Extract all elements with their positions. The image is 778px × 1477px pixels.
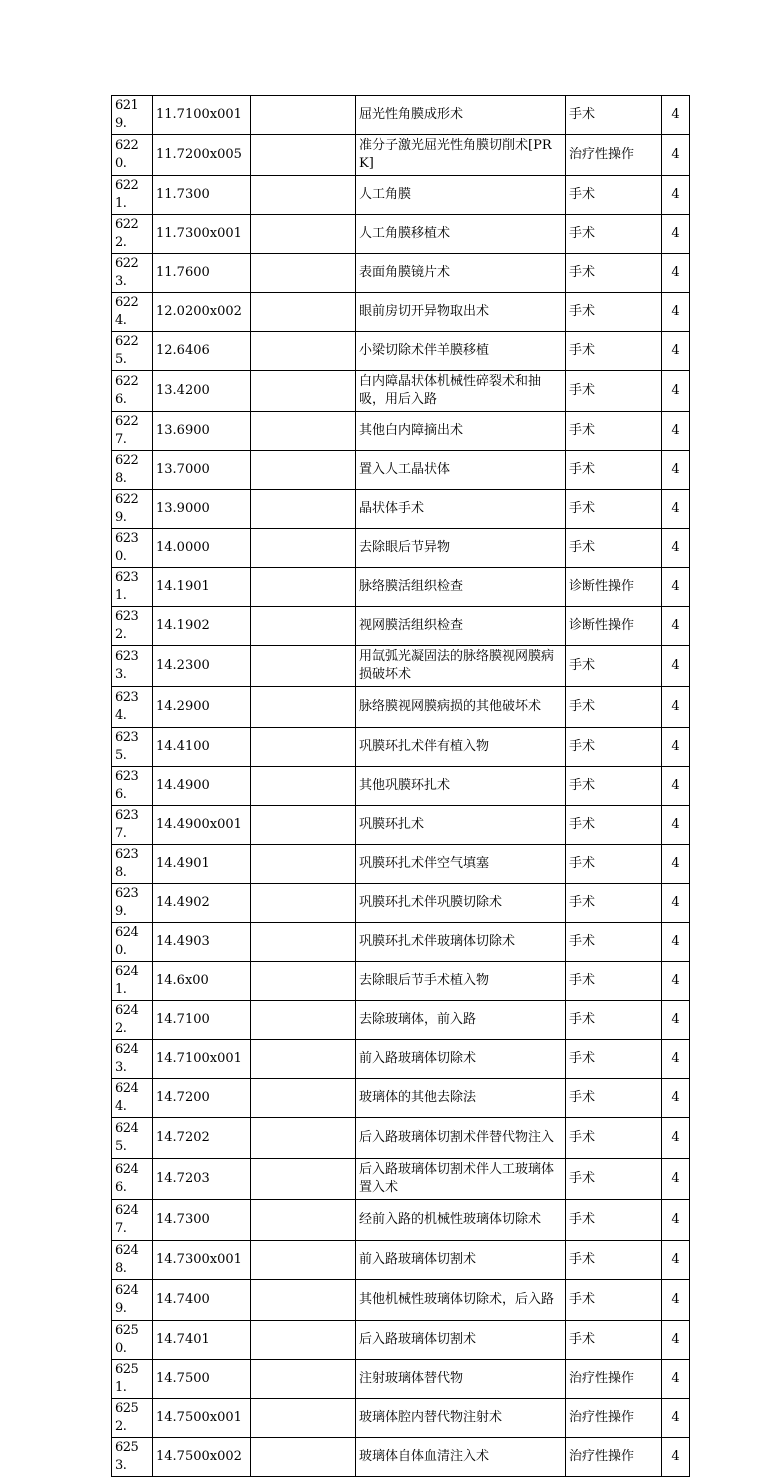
extra-code bbox=[251, 1159, 356, 1200]
procedure-type: 手术 bbox=[566, 1159, 662, 1200]
procedure-type: 手术 bbox=[566, 490, 662, 529]
row-number: 6246. bbox=[112, 1159, 153, 1200]
procedure-type: 手术 bbox=[566, 529, 662, 568]
row-number: 6221. bbox=[112, 176, 153, 215]
row-number: 6224. bbox=[112, 293, 153, 332]
procedure-type: 手术 bbox=[566, 1001, 662, 1040]
procedure-name: 玻璃体腔内替代物注射术 bbox=[356, 1399, 566, 1438]
row-number: 6238. bbox=[112, 845, 153, 884]
procedure-name: 人工角膜 bbox=[356, 176, 566, 215]
extra-code bbox=[251, 923, 356, 962]
procedure-type: 手术 bbox=[566, 176, 662, 215]
procedure-type: 手术 bbox=[566, 1040, 662, 1079]
procedure-name: 视网膜活组织检查 bbox=[356, 607, 566, 646]
procedure-code: 14.7100 bbox=[153, 1001, 251, 1040]
procedure-name: 白内障晶状体机械性碎裂术和抽吸，用后入路 bbox=[356, 371, 566, 412]
procedure-code: 14.4901 bbox=[153, 845, 251, 884]
procedure-type: 手术 bbox=[566, 1118, 662, 1159]
procedure-name: 前入路玻璃体切除术 bbox=[356, 1040, 566, 1079]
procedure-level: 4 bbox=[662, 767, 690, 806]
procedure-code: 13.4200 bbox=[153, 371, 251, 412]
procedure-name: 巩膜环扎术伴巩膜切除术 bbox=[356, 884, 566, 923]
row-number: 6236. bbox=[112, 767, 153, 806]
procedure-name: 后入路玻璃体切割术伴人工玻璃体置入术 bbox=[356, 1159, 566, 1200]
procedure-type: 手术 bbox=[566, 1321, 662, 1360]
procedure-type: 手术 bbox=[566, 1241, 662, 1280]
extra-code bbox=[251, 687, 356, 728]
procedure-level: 4 bbox=[662, 1280, 690, 1321]
extra-code bbox=[251, 254, 356, 293]
table-row bbox=[112, 1438, 690, 1477]
row-number: 6226. bbox=[112, 371, 153, 412]
procedure-level: 4 bbox=[662, 135, 690, 176]
procedure-code: 14.1902 bbox=[153, 607, 251, 646]
table-row bbox=[112, 371, 690, 412]
row-number: 6232. bbox=[112, 607, 153, 646]
procedure-name: 其他白内障摘出术 bbox=[356, 412, 566, 451]
extra-code bbox=[251, 135, 356, 176]
row-number: 6234. bbox=[112, 687, 153, 728]
procedure-name: 人工角膜移植术 bbox=[356, 215, 566, 254]
procedure-code: 11.7300 bbox=[153, 176, 251, 215]
table-row bbox=[112, 529, 690, 568]
procedure-level: 4 bbox=[662, 176, 690, 215]
procedure-level: 4 bbox=[662, 1001, 690, 1040]
table-row bbox=[112, 884, 690, 923]
procedure-type: 治疗性操作 bbox=[566, 1399, 662, 1438]
procedure-level: 4 bbox=[662, 568, 690, 607]
extra-code bbox=[251, 1040, 356, 1079]
table-row bbox=[112, 568, 690, 607]
procedure-type: 手术 bbox=[566, 293, 662, 332]
procedure-type: 手术 bbox=[566, 845, 662, 884]
extra-code bbox=[251, 490, 356, 529]
extra-code bbox=[251, 215, 356, 254]
row-number: 6248. bbox=[112, 1241, 153, 1280]
procedure-code: 14.7300x001 bbox=[153, 1241, 251, 1280]
extra-code bbox=[251, 371, 356, 412]
procedure-code: 13.9000 bbox=[153, 490, 251, 529]
procedure-code: 14.2300 bbox=[153, 646, 251, 687]
procedure-type: 手术 bbox=[566, 1200, 662, 1241]
procedure-type: 手术 bbox=[566, 646, 662, 687]
extra-code bbox=[251, 451, 356, 490]
procedure-name: 置入人工晶状体 bbox=[356, 451, 566, 490]
extra-code bbox=[251, 1200, 356, 1241]
procedure-level: 4 bbox=[662, 962, 690, 1001]
extra-code bbox=[251, 529, 356, 568]
procedure-level: 4 bbox=[662, 332, 690, 371]
procedure-code: 14.6x00 bbox=[153, 962, 251, 1001]
table-row bbox=[112, 845, 690, 884]
procedure-level: 4 bbox=[662, 490, 690, 529]
procedure-code: 14.4900 bbox=[153, 767, 251, 806]
extra-code bbox=[251, 332, 356, 371]
row-number: 6243. bbox=[112, 1040, 153, 1079]
procedure-level: 4 bbox=[662, 451, 690, 490]
extra-code bbox=[251, 1399, 356, 1438]
procedure-type: 诊断性操作 bbox=[566, 607, 662, 646]
procedure-name: 前入路玻璃体切割术 bbox=[356, 1241, 566, 1280]
procedure-type: 手术 bbox=[566, 1280, 662, 1321]
procedure-name: 去除眼后节异物 bbox=[356, 529, 566, 568]
procedure-name: 玻璃体的其他去除法 bbox=[356, 1079, 566, 1118]
table-row bbox=[112, 1118, 690, 1159]
procedure-level: 4 bbox=[662, 728, 690, 767]
procedure-type: 手术 bbox=[566, 412, 662, 451]
procedure-level: 4 bbox=[662, 1159, 690, 1200]
procedure-code: 14.4903 bbox=[153, 923, 251, 962]
procedure-code: 11.7300x001 bbox=[153, 215, 251, 254]
row-number: 6252. bbox=[112, 1399, 153, 1438]
extra-code bbox=[251, 1001, 356, 1040]
procedure-name: 去除眼后节手术植入物 bbox=[356, 962, 566, 1001]
table-row bbox=[112, 1280, 690, 1321]
procedure-name: 去除玻璃体，前入路 bbox=[356, 1001, 566, 1040]
table-row bbox=[112, 215, 690, 254]
procedure-level: 4 bbox=[662, 646, 690, 687]
procedure-name: 其他巩膜环扎术 bbox=[356, 767, 566, 806]
table-row bbox=[112, 451, 690, 490]
procedure-type: 手术 bbox=[566, 1079, 662, 1118]
extra-code bbox=[251, 728, 356, 767]
row-number: 6220. bbox=[112, 135, 153, 176]
procedure-code: 13.7000 bbox=[153, 451, 251, 490]
procedure-code: 14.7400 bbox=[153, 1280, 251, 1321]
table-row bbox=[112, 176, 690, 215]
procedure-code: 14.7500x001 bbox=[153, 1399, 251, 1438]
table-row bbox=[112, 412, 690, 451]
table-row bbox=[112, 293, 690, 332]
procedure-type: 手术 bbox=[566, 806, 662, 845]
extra-code bbox=[251, 646, 356, 687]
row-number: 6244. bbox=[112, 1079, 153, 1118]
procedure-name: 巩膜环扎术伴空气填塞 bbox=[356, 845, 566, 884]
procedure-level: 4 bbox=[662, 1241, 690, 1280]
extra-code bbox=[251, 767, 356, 806]
procedure-name: 晶状体手术 bbox=[356, 490, 566, 529]
procedure-type: 手术 bbox=[566, 728, 662, 767]
procedure-name: 其他机械性玻璃体切除术，后入路 bbox=[356, 1280, 566, 1321]
procedure-name: 表面角膜镜片术 bbox=[356, 254, 566, 293]
table-row bbox=[112, 728, 690, 767]
procedure-level: 4 bbox=[662, 1040, 690, 1079]
extra-code bbox=[251, 293, 356, 332]
row-number: 6229. bbox=[112, 490, 153, 529]
row-number: 6227. bbox=[112, 412, 153, 451]
procedure-code: 14.7300 bbox=[153, 1200, 251, 1241]
table-row bbox=[112, 1001, 690, 1040]
procedure-name: 屈光性角膜成形术 bbox=[356, 96, 566, 135]
table-row bbox=[112, 767, 690, 806]
table-row bbox=[112, 332, 690, 371]
procedure-level: 4 bbox=[662, 1200, 690, 1241]
procedure-type: 手术 bbox=[566, 215, 662, 254]
procedure-type: 治疗性操作 bbox=[566, 1360, 662, 1399]
procedure-level: 4 bbox=[662, 96, 690, 135]
procedure-name: 小梁切除术伴羊膜移植 bbox=[356, 332, 566, 371]
procedure-type: 手术 bbox=[566, 96, 662, 135]
row-number: 6240. bbox=[112, 923, 153, 962]
procedure-type: 治疗性操作 bbox=[566, 135, 662, 176]
extra-code bbox=[251, 96, 356, 135]
procedure-level: 4 bbox=[662, 1079, 690, 1118]
procedure-name: 巩膜环扎术伴有植入物 bbox=[356, 728, 566, 767]
procedure-code: 14.7203 bbox=[153, 1159, 251, 1200]
extra-code bbox=[251, 1321, 356, 1360]
procedure-level: 4 bbox=[662, 687, 690, 728]
procedure-code: 14.0000 bbox=[153, 529, 251, 568]
procedure-level: 4 bbox=[662, 1118, 690, 1159]
procedure-type: 手术 bbox=[566, 687, 662, 728]
procedure-level: 4 bbox=[662, 1360, 690, 1399]
procedure-type: 手术 bbox=[566, 254, 662, 293]
procedure-type: 手术 bbox=[566, 884, 662, 923]
procedure-type: 手术 bbox=[566, 962, 662, 1001]
procedure-type: 治疗性操作 bbox=[566, 1438, 662, 1477]
table-row bbox=[112, 1200, 690, 1241]
procedure-type: 手术 bbox=[566, 923, 662, 962]
procedure-name: 脉络膜视网膜病损的其他破坏术 bbox=[356, 687, 566, 728]
row-number: 6228. bbox=[112, 451, 153, 490]
procedure-code: 12.0200x002 bbox=[153, 293, 251, 332]
row-number: 6230. bbox=[112, 529, 153, 568]
row-number: 6241. bbox=[112, 962, 153, 1001]
procedure-name: 用氙弧光凝固法的脉络膜视网膜病损破坏术 bbox=[356, 646, 566, 687]
procedure-type: 手术 bbox=[566, 767, 662, 806]
table-row bbox=[112, 646, 690, 687]
procedure-name: 经前入路的机械性玻璃体切除术 bbox=[356, 1200, 566, 1241]
procedure-code: 14.7500 bbox=[153, 1360, 251, 1399]
extra-code bbox=[251, 568, 356, 607]
procedure-level: 4 bbox=[662, 607, 690, 646]
row-number: 6239. bbox=[112, 884, 153, 923]
procedure-code: 14.7202 bbox=[153, 1118, 251, 1159]
procedure-code: 14.1901 bbox=[153, 568, 251, 607]
procedure-code: 11.7100x001 bbox=[153, 96, 251, 135]
procedure-type: 诊断性操作 bbox=[566, 568, 662, 607]
row-number: 6219. bbox=[112, 96, 153, 135]
procedure-level: 4 bbox=[662, 845, 690, 884]
row-number: 6245. bbox=[112, 1118, 153, 1159]
row-number: 6251. bbox=[112, 1360, 153, 1399]
procedure-level: 4 bbox=[662, 215, 690, 254]
procedure-name: 注射玻璃体替代物 bbox=[356, 1360, 566, 1399]
procedure-type: 手术 bbox=[566, 371, 662, 412]
procedure-code: 14.4900x001 bbox=[153, 806, 251, 845]
procedure-level: 4 bbox=[662, 529, 690, 568]
extra-code bbox=[251, 1280, 356, 1321]
row-number: 6250. bbox=[112, 1321, 153, 1360]
table-row bbox=[112, 1321, 690, 1360]
table-row bbox=[112, 96, 690, 135]
procedure-level: 4 bbox=[662, 1438, 690, 1477]
row-number: 6235. bbox=[112, 728, 153, 767]
procedure-table bbox=[111, 95, 690, 1477]
extra-code bbox=[251, 884, 356, 923]
procedure-level: 4 bbox=[662, 1321, 690, 1360]
extra-code bbox=[251, 1118, 356, 1159]
row-number: 6247. bbox=[112, 1200, 153, 1241]
procedure-code: 14.7500x002 bbox=[153, 1438, 251, 1477]
procedure-level: 4 bbox=[662, 806, 690, 845]
procedure-code: 14.7100x001 bbox=[153, 1040, 251, 1079]
table-row bbox=[112, 1079, 690, 1118]
extra-code bbox=[251, 1438, 356, 1477]
row-number: 6222. bbox=[112, 215, 153, 254]
procedure-name: 巩膜环扎术伴玻璃体切除术 bbox=[356, 923, 566, 962]
procedure-code: 13.6900 bbox=[153, 412, 251, 451]
procedure-name: 脉络膜活组织检查 bbox=[356, 568, 566, 607]
procedure-name: 后入路玻璃体切割术伴替代物注入 bbox=[356, 1118, 566, 1159]
procedure-level: 4 bbox=[662, 412, 690, 451]
procedure-name: 巩膜环扎术 bbox=[356, 806, 566, 845]
extra-code bbox=[251, 1360, 356, 1399]
extra-code bbox=[251, 1241, 356, 1280]
procedure-level: 4 bbox=[662, 1399, 690, 1438]
procedure-level: 4 bbox=[662, 371, 690, 412]
table-row bbox=[112, 1399, 690, 1438]
extra-code bbox=[251, 806, 356, 845]
table-row bbox=[112, 687, 690, 728]
row-number: 6225. bbox=[112, 332, 153, 371]
procedure-type: 手术 bbox=[566, 451, 662, 490]
procedure-code: 12.6406 bbox=[153, 332, 251, 371]
procedure-code: 14.4902 bbox=[153, 884, 251, 923]
table-row bbox=[112, 1241, 690, 1280]
row-number: 6249. bbox=[112, 1280, 153, 1321]
procedure-name: 准分子激光屈光性角膜切削术[PRK] bbox=[356, 135, 566, 176]
procedure-table-body bbox=[112, 96, 690, 1477]
row-number: 6253. bbox=[112, 1438, 153, 1477]
table-row bbox=[112, 1040, 690, 1079]
extra-code bbox=[251, 1079, 356, 1118]
table-row bbox=[112, 806, 690, 845]
row-number: 6231. bbox=[112, 568, 153, 607]
table-row bbox=[112, 1159, 690, 1200]
extra-code bbox=[251, 845, 356, 884]
table-row bbox=[112, 607, 690, 646]
procedure-level: 4 bbox=[662, 884, 690, 923]
table-row bbox=[112, 490, 690, 529]
procedure-code: 14.2900 bbox=[153, 687, 251, 728]
procedure-level: 4 bbox=[662, 254, 690, 293]
procedure-code: 14.7401 bbox=[153, 1321, 251, 1360]
table-row bbox=[112, 923, 690, 962]
procedure-name: 眼前房切开异物取出术 bbox=[356, 293, 566, 332]
extra-code bbox=[251, 962, 356, 1001]
procedure-name: 后入路玻璃体切割术 bbox=[356, 1321, 566, 1360]
table-row bbox=[112, 254, 690, 293]
procedure-level: 4 bbox=[662, 293, 690, 332]
procedure-code: 11.7200x005 bbox=[153, 135, 251, 176]
extra-code bbox=[251, 412, 356, 451]
row-number: 6242. bbox=[112, 1001, 153, 1040]
procedure-name: 玻璃体自体血清注入术 bbox=[356, 1438, 566, 1477]
extra-code bbox=[251, 607, 356, 646]
extra-code bbox=[251, 176, 356, 215]
procedure-level: 4 bbox=[662, 923, 690, 962]
row-number: 6237. bbox=[112, 806, 153, 845]
procedure-code: 14.4100 bbox=[153, 728, 251, 767]
row-number: 6233. bbox=[112, 646, 153, 687]
table-row bbox=[112, 962, 690, 1001]
procedure-code: 11.7600 bbox=[153, 254, 251, 293]
table-row bbox=[112, 1360, 690, 1399]
procedure-code: 14.7200 bbox=[153, 1079, 251, 1118]
row-number: 6223. bbox=[112, 254, 153, 293]
procedure-type: 手术 bbox=[566, 332, 662, 371]
table-row bbox=[112, 135, 690, 176]
